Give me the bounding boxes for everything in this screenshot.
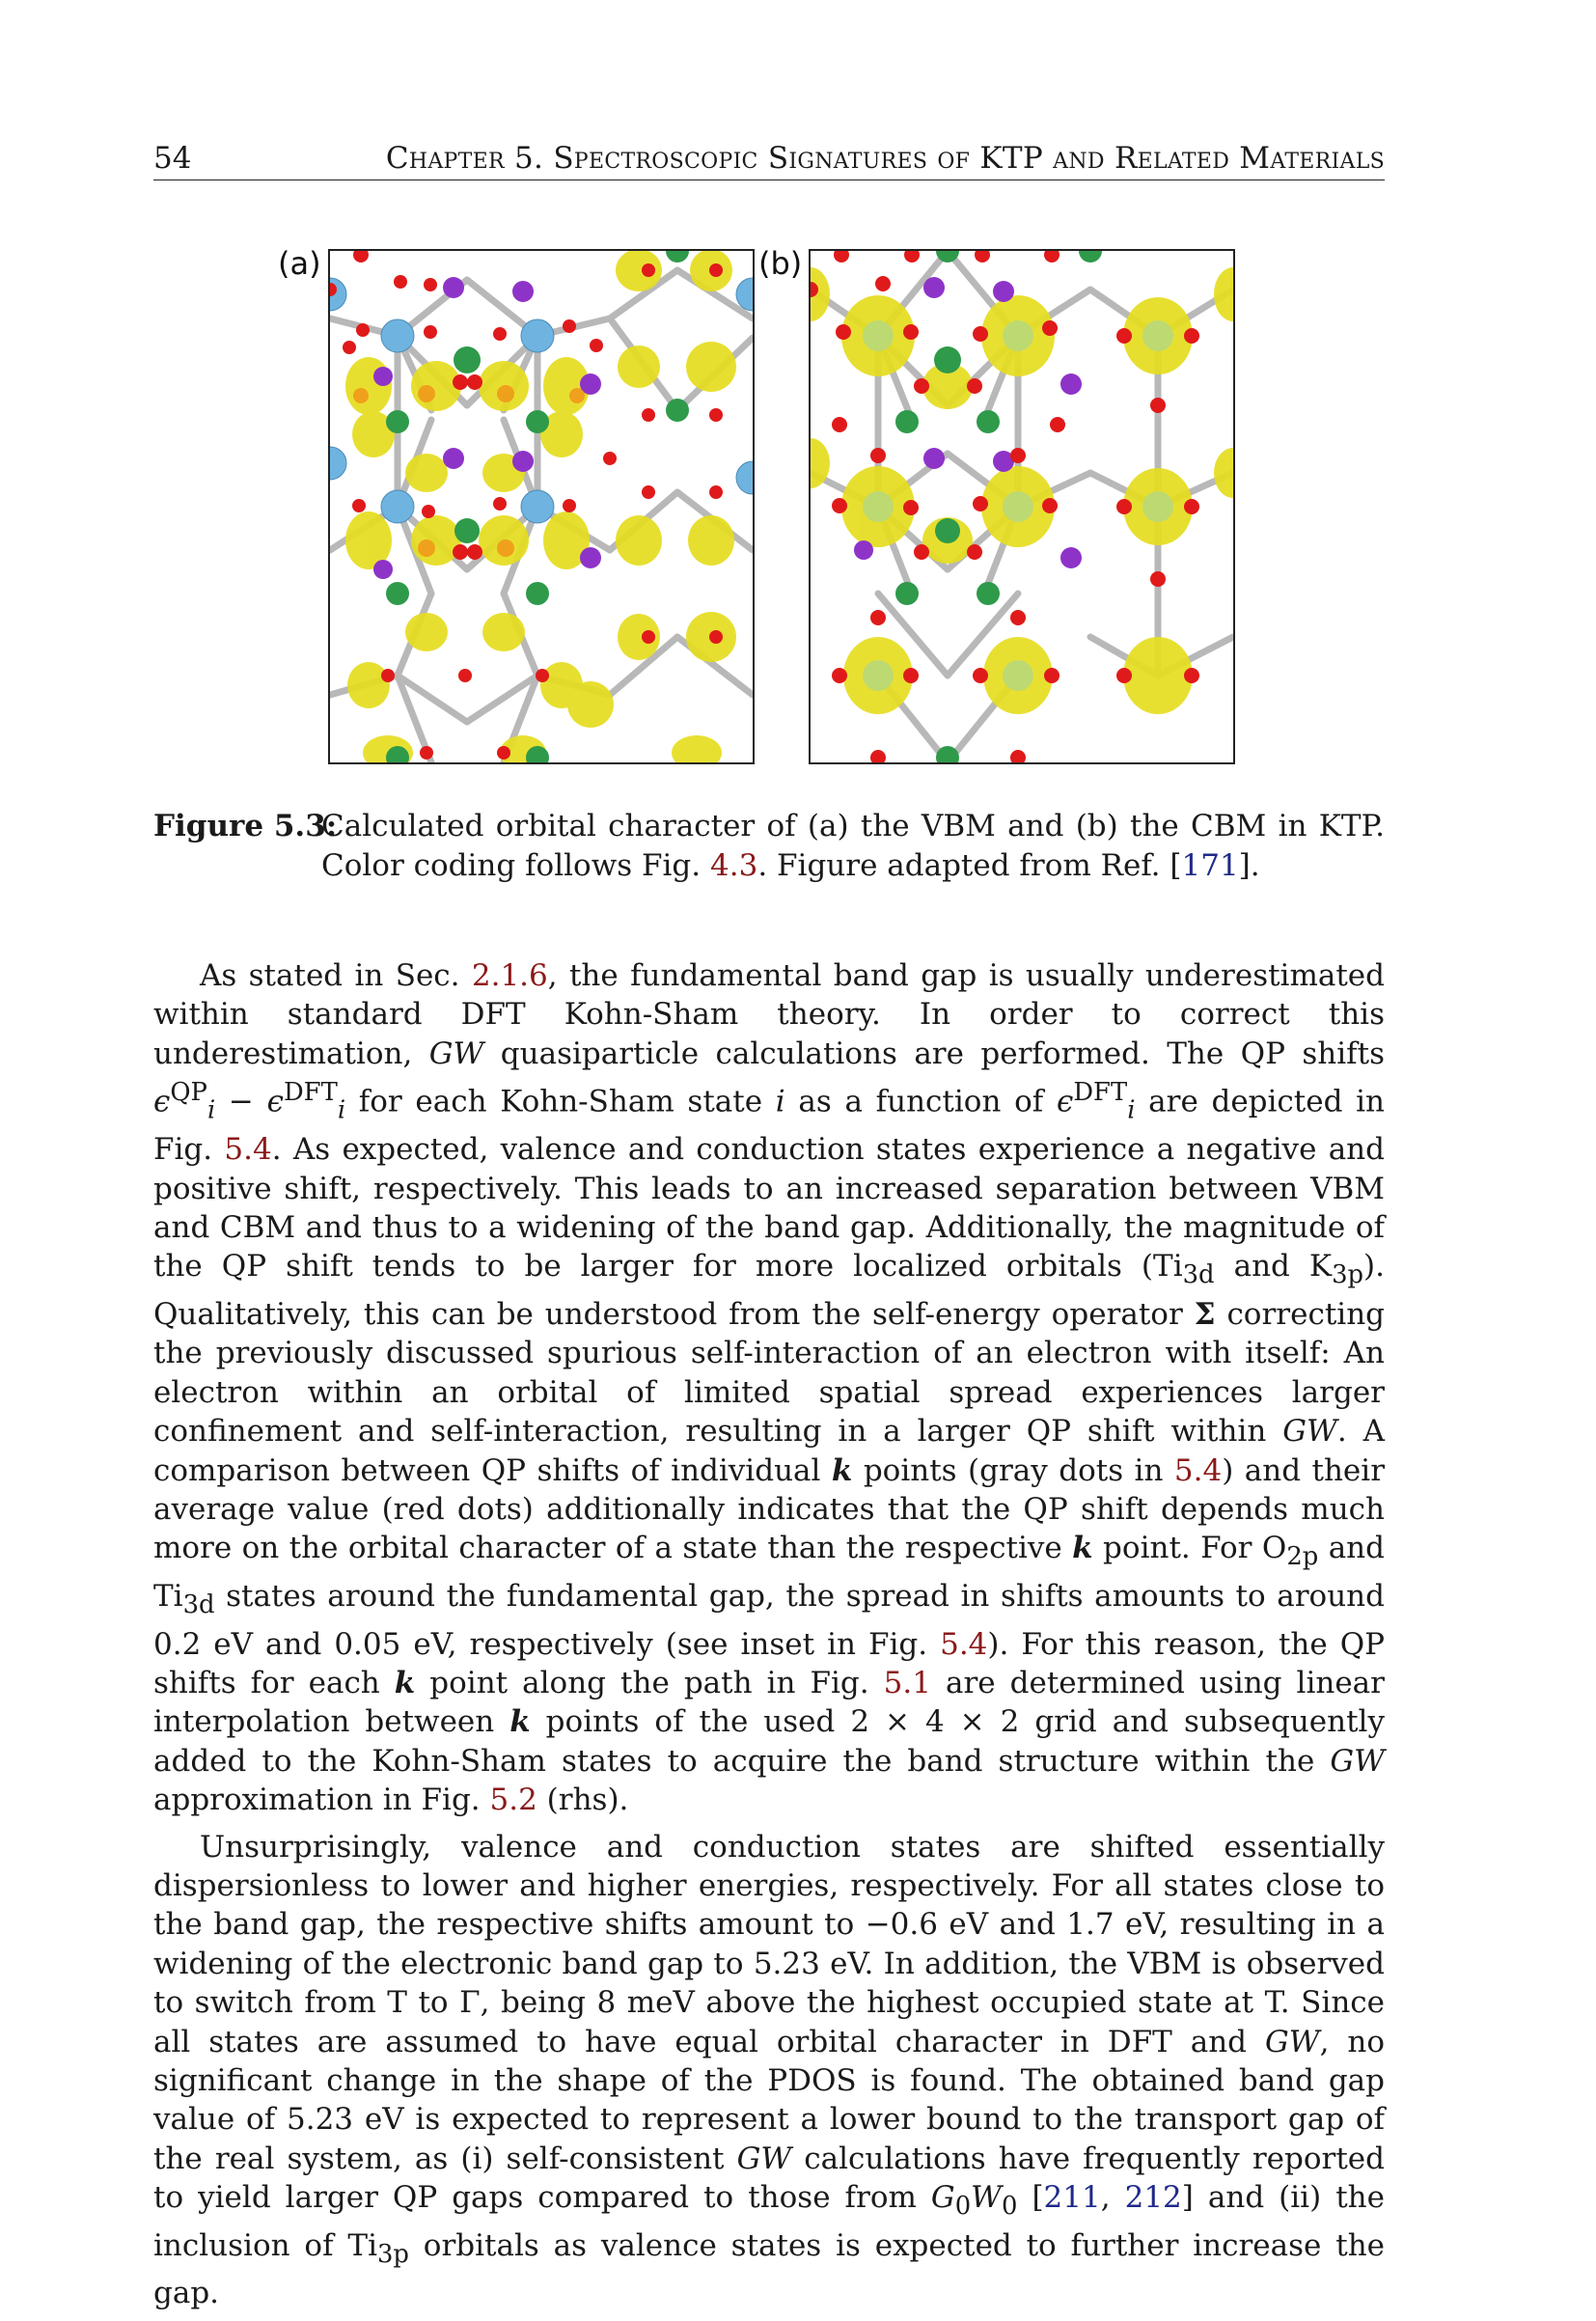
figure-ref-link[interactable]: 5.2 [489,1782,537,1818]
panel-b-label: (b) [758,245,803,282]
panel-a-vbm-orbital [328,249,755,764]
figure-ref-link[interactable]: 5.1 [883,1665,931,1700]
citation-link[interactable]: 212 [1124,2180,1182,2216]
page-number: 54 [153,141,192,176]
caption-text: Calculated orbital character of (a) the VBM and (b) the CBM in KTP. Color coding follows Fig. 4.3. Figure adapted from Ref. [171]. [321,809,1385,883]
paragraph-2: Unsurprisingly, valence and conduction states are shifted essentially dispersionless to lower and higher energies, respectively. For all states close to the band gap, the respective shifts amount to −0.6 eV and 1.7 eV, resulting in a widening of the electronic band gap to 5.23 eV. In addition, the VBM is observed to switch from T to Γ, being 8 meV above the highest occupied state at T. Since all states are assumed to have equal orbital character in DFT and GW, no significant change in the shape of the PDOS is found. The obtained band gap value of 5.23 eV is expected to represent a lower bound to the transport gap of the real system, as (i) self-consistent GW calculations have frequently reported to yield larger QP gaps compared to those from $G_0W_0$ [211, 212] and (ii) the inclusion of $Ti_{3p}$ orbitals as valence states is expected to further increase the gap. [153,1829,1386,2311]
chapter-title: Chapter 5. Spectroscopic Signatures of KTP and Related Materials [385,141,1385,176]
paragraph-1: As stated in Sec. 2.1.6, the fundamental band gap is usually underestimated within standard DFT Kohn-Sham theory. In order to correct this underestimation, GW quasiparticle calculations are performed. The QP shifts $\epsilon^{QP}_i - \epsilon^{DFT}_i$ for each Kohn-Sham state i as a function of $\epsilon^{DFT}_i$ are depicted in Fig. 5.4. As expected, valence and conduction states experience a negative and positive shift, respectively. This leads to an increased separation between VBM and CBM and thus to a widening of the band gap. Additionally, the magnitude of the QP shift tends to be larger for more localized orbitals ($Ti_{3d}$ and $K_{3p}$). Qualitatively, this can be understood from the self-energy operator Σ correcting the previously discussed spurious self-interaction of an electron with itself: An electron within an orbital of limited spatial spread experiences larger confinement and self-interaction, resulting in a larger QP shift within GW. A comparison between QP shifts of individual k points (gray dots in 5.4) and their average value (red dots) additionally indicates that the QP shift depends much more on the orbital character of a state than the respective k point. For $O_{2p}$ and $Ti_{3d}$ states around the fundamental gap, the spread in shifts amounts to around 0.2 eV and 0.05 eV, respectively (see inset in Fig. 5.4). For this reason, the QP shifts for each k point along the path in Fig. 5.1 are determined using linear interpolation between k points of the used 2 × 4 × 2 grid and subsequently added to the Kohn-Sham states to acquire the band structure within the GW approximation in Fig. 5.2 (rhs). [153,958,1386,1818]
figure-ref-link[interactable]: 5.4 [1173,1452,1223,1488]
panel-b-cbm-orbital [809,249,1235,764]
section-ref-link[interactable]: 2.1.6 [471,958,548,993]
citation-link[interactable]: 211 [1043,2180,1101,2216]
body-text [153,956,1385,2321]
figure-ref-link[interactable]: 5.4 [940,1626,988,1662]
running-header [153,137,1385,180]
panel-a-label: (a) [278,245,321,282]
cbm-structure-image [811,251,1233,762]
figure-ref-link[interactable]: 5.4 [224,1132,272,1168]
figure-ref-link[interactable]: 4.3 [710,848,758,883]
citation-link[interactable]: 171 [1181,848,1239,883]
caption-label: Figure 5.3: [153,809,338,843]
vbm-structure-image [330,251,753,762]
figure-5-3 [278,245,1243,766]
